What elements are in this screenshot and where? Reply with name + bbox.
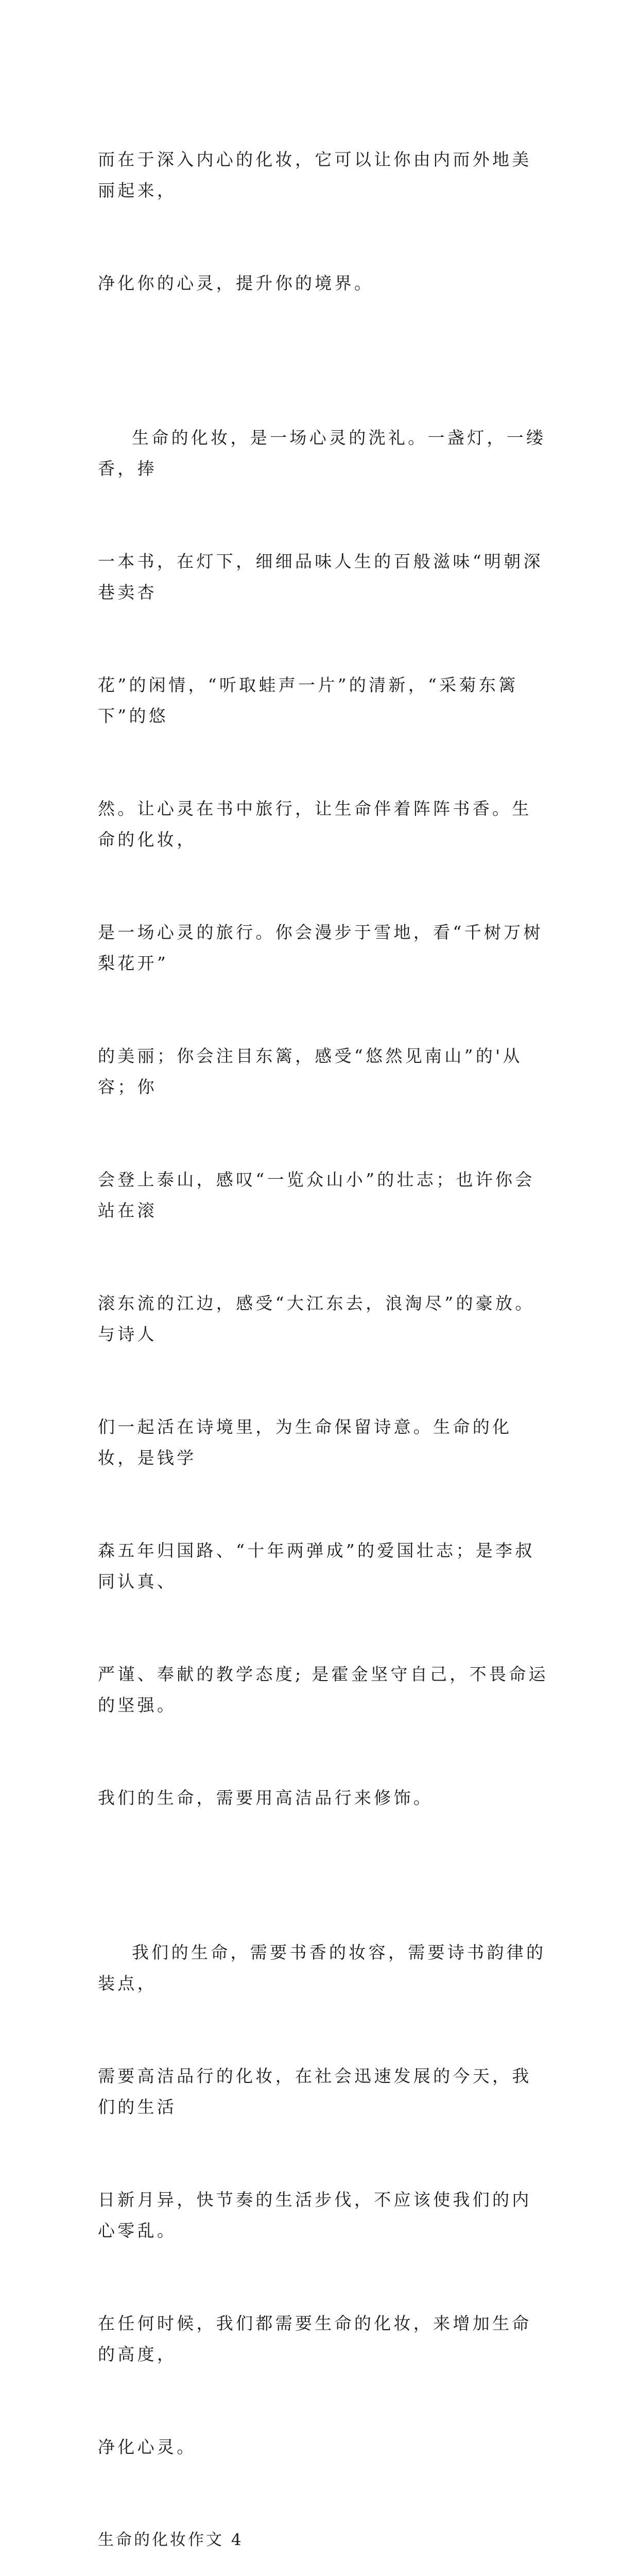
section-title: 生命的化妆作文 4 xyxy=(98,2531,244,2549)
text-line: 会登上泰山，感叹“一览众山小”的壮志；也许你会站在滚 xyxy=(98,1170,535,1221)
text-line: 日新月异，快节奏的生活步伐，不应该使我们的内心零乱。 xyxy=(98,2190,532,2241)
text-line: 净化心灵。 xyxy=(98,2437,197,2457)
paragraph xyxy=(98,2555,551,2576)
paragraph xyxy=(98,361,551,1875)
text-line: 我们的生命，需要用高洁品行来修饰。 xyxy=(98,1788,434,1808)
text-line: 净化你的心灵，提升你的境界。 xyxy=(98,273,374,293)
text-line: 而在于深入内心的化妆，它可以让你由内而外地美丽起来， xyxy=(98,149,532,200)
paragraph xyxy=(98,82,551,361)
text-line: 需要高洁品行的化妆，在社会迅速发展的今天，我们的生活 xyxy=(98,2066,532,2117)
text-line: 在任何时候，我们都需要生命的化妆，来增加生命的高度， xyxy=(98,2313,532,2364)
text-line: 森五年归国路、“十年两弹成”的爱国壮志；是李叔同认真、 xyxy=(98,1540,535,1591)
text-line: 一本书，在灯下，细细品味人生的百般滋味“明朝深巷卖杏 xyxy=(98,551,543,602)
text-line: 然。让心灵在书中旅行，让生命伴着阵阵书香。生命的化妆， xyxy=(98,799,532,850)
paragraph xyxy=(98,1875,551,2524)
text-line: 们一起活在诗境里，为生命保留诗意。生命的化妆，是钱学 xyxy=(98,1417,512,1468)
text-line: 的美丽；你会注目东篱，感受“悠然见南山”的'从容；你 xyxy=(98,1046,523,1097)
text-line: 严谨、奉献的教学态度; 是霍金坚守自己，不畏命运的坚强。 xyxy=(98,1664,548,1715)
text-line: 是一场心灵的旅行。你会漫步于雪地，看“千树万树梨花开” xyxy=(98,922,543,973)
text-line: 花”的闲情，“听取蛙声一片”的清新，“采菊东篱下”的悠 xyxy=(98,675,519,726)
text-line: 滚东流的江边，感受“大江东去，浪淘尽”的豪放。与诗人 xyxy=(98,1293,535,1344)
text-line: 生命的化妆，是一场心灵的洗礼。一盏灯，一缕香，捧 xyxy=(98,428,546,479)
text-line: 我们的生命，需要书香的妆容，需要诗书韵律的装点， xyxy=(98,1942,546,1993)
document-body xyxy=(98,82,551,2576)
